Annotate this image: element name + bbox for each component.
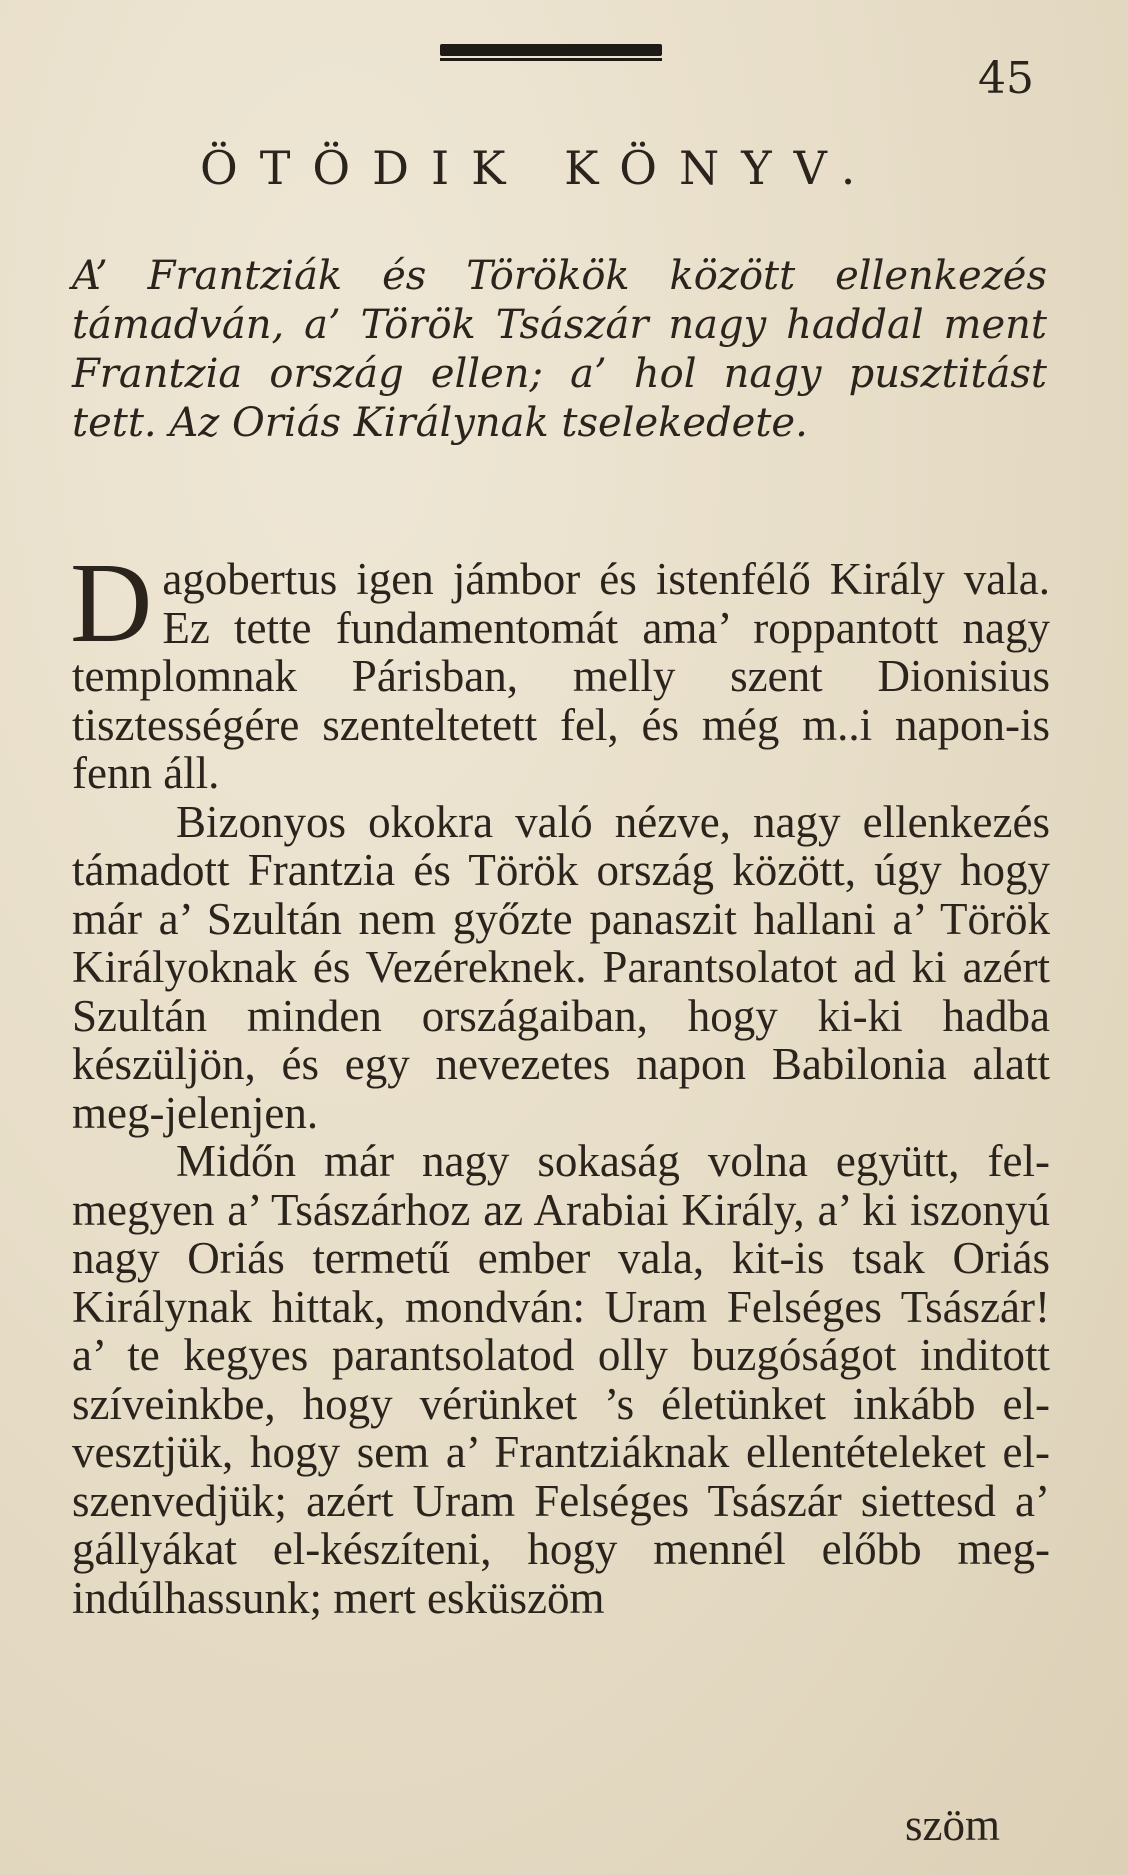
chapter-summary: A’ Frantziák és Törökök között ellenkezés támadván, a’ Török Tsászár nagy haddal ment Frantzia ország ellen; a’ hol nagy pusztitást tett. Az Oriás Királynak tselekedete. bbox=[72, 253, 1047, 446]
page-number: 45 bbox=[978, 53, 1034, 104]
catchword: szöm bbox=[905, 1800, 1000, 1850]
paragraph-2: Bizonyos okokra való nézve, nagy ellenkezés támadott Frantzia és Török ország között, úgy hogy már a’ Szultán nem győzte panaszit hallani a’ Török Királyoknak és Vezéreknek. Parantsolatot ad ki azért Szultán minden országaiban, hogy ki-ki hadba készüljön, és egy nevezetes napon Babilonia alatt meg-jelenjen. bbox=[72, 796, 1050, 1138]
book-title: ÖTÖDIK KÖNYV. bbox=[200, 141, 878, 195]
drop-cap: D bbox=[70, 539, 153, 666]
paragraph-3: Midőn már nagy sokaság volna együtt, fel-megyen a’ Tsászárhoz az Arabiai Király, a’ ki iszonyú nagy Oriás termetű ember vala, kit-is tsak Oriás Királynak hittak, mondván: Uram Felséges Tsászár! a’ te kegyes parantsolatod olly buzgóságot inditott szíveinkbe, hogy vérünket ’s életünket inkább el-vesztjük, hogy sem a’ Frantziáknak ellentételeket el-szenvedjük; azért Uram Felséges Tsászár siettesd a’ gállyákat el-készíteni, hogy mennél előbb meg-indúlhassunk; mert esküszöm bbox=[72, 1136, 1050, 1623]
header-rule bbox=[440, 44, 662, 56]
main-text bbox=[70, 539, 1050, 1623]
paragraph-1 bbox=[70, 539, 1050, 798]
paragraph-1-text: agobertus igen jámbor és istenfélő Király vala. Ez tette fundamentomát ama’ roppantott nagy templomnak Párisban, melly szent Dionisius tisztességére szenteltetett fel, és még m..i napon-is fenn áll. bbox=[72, 554, 1050, 798]
